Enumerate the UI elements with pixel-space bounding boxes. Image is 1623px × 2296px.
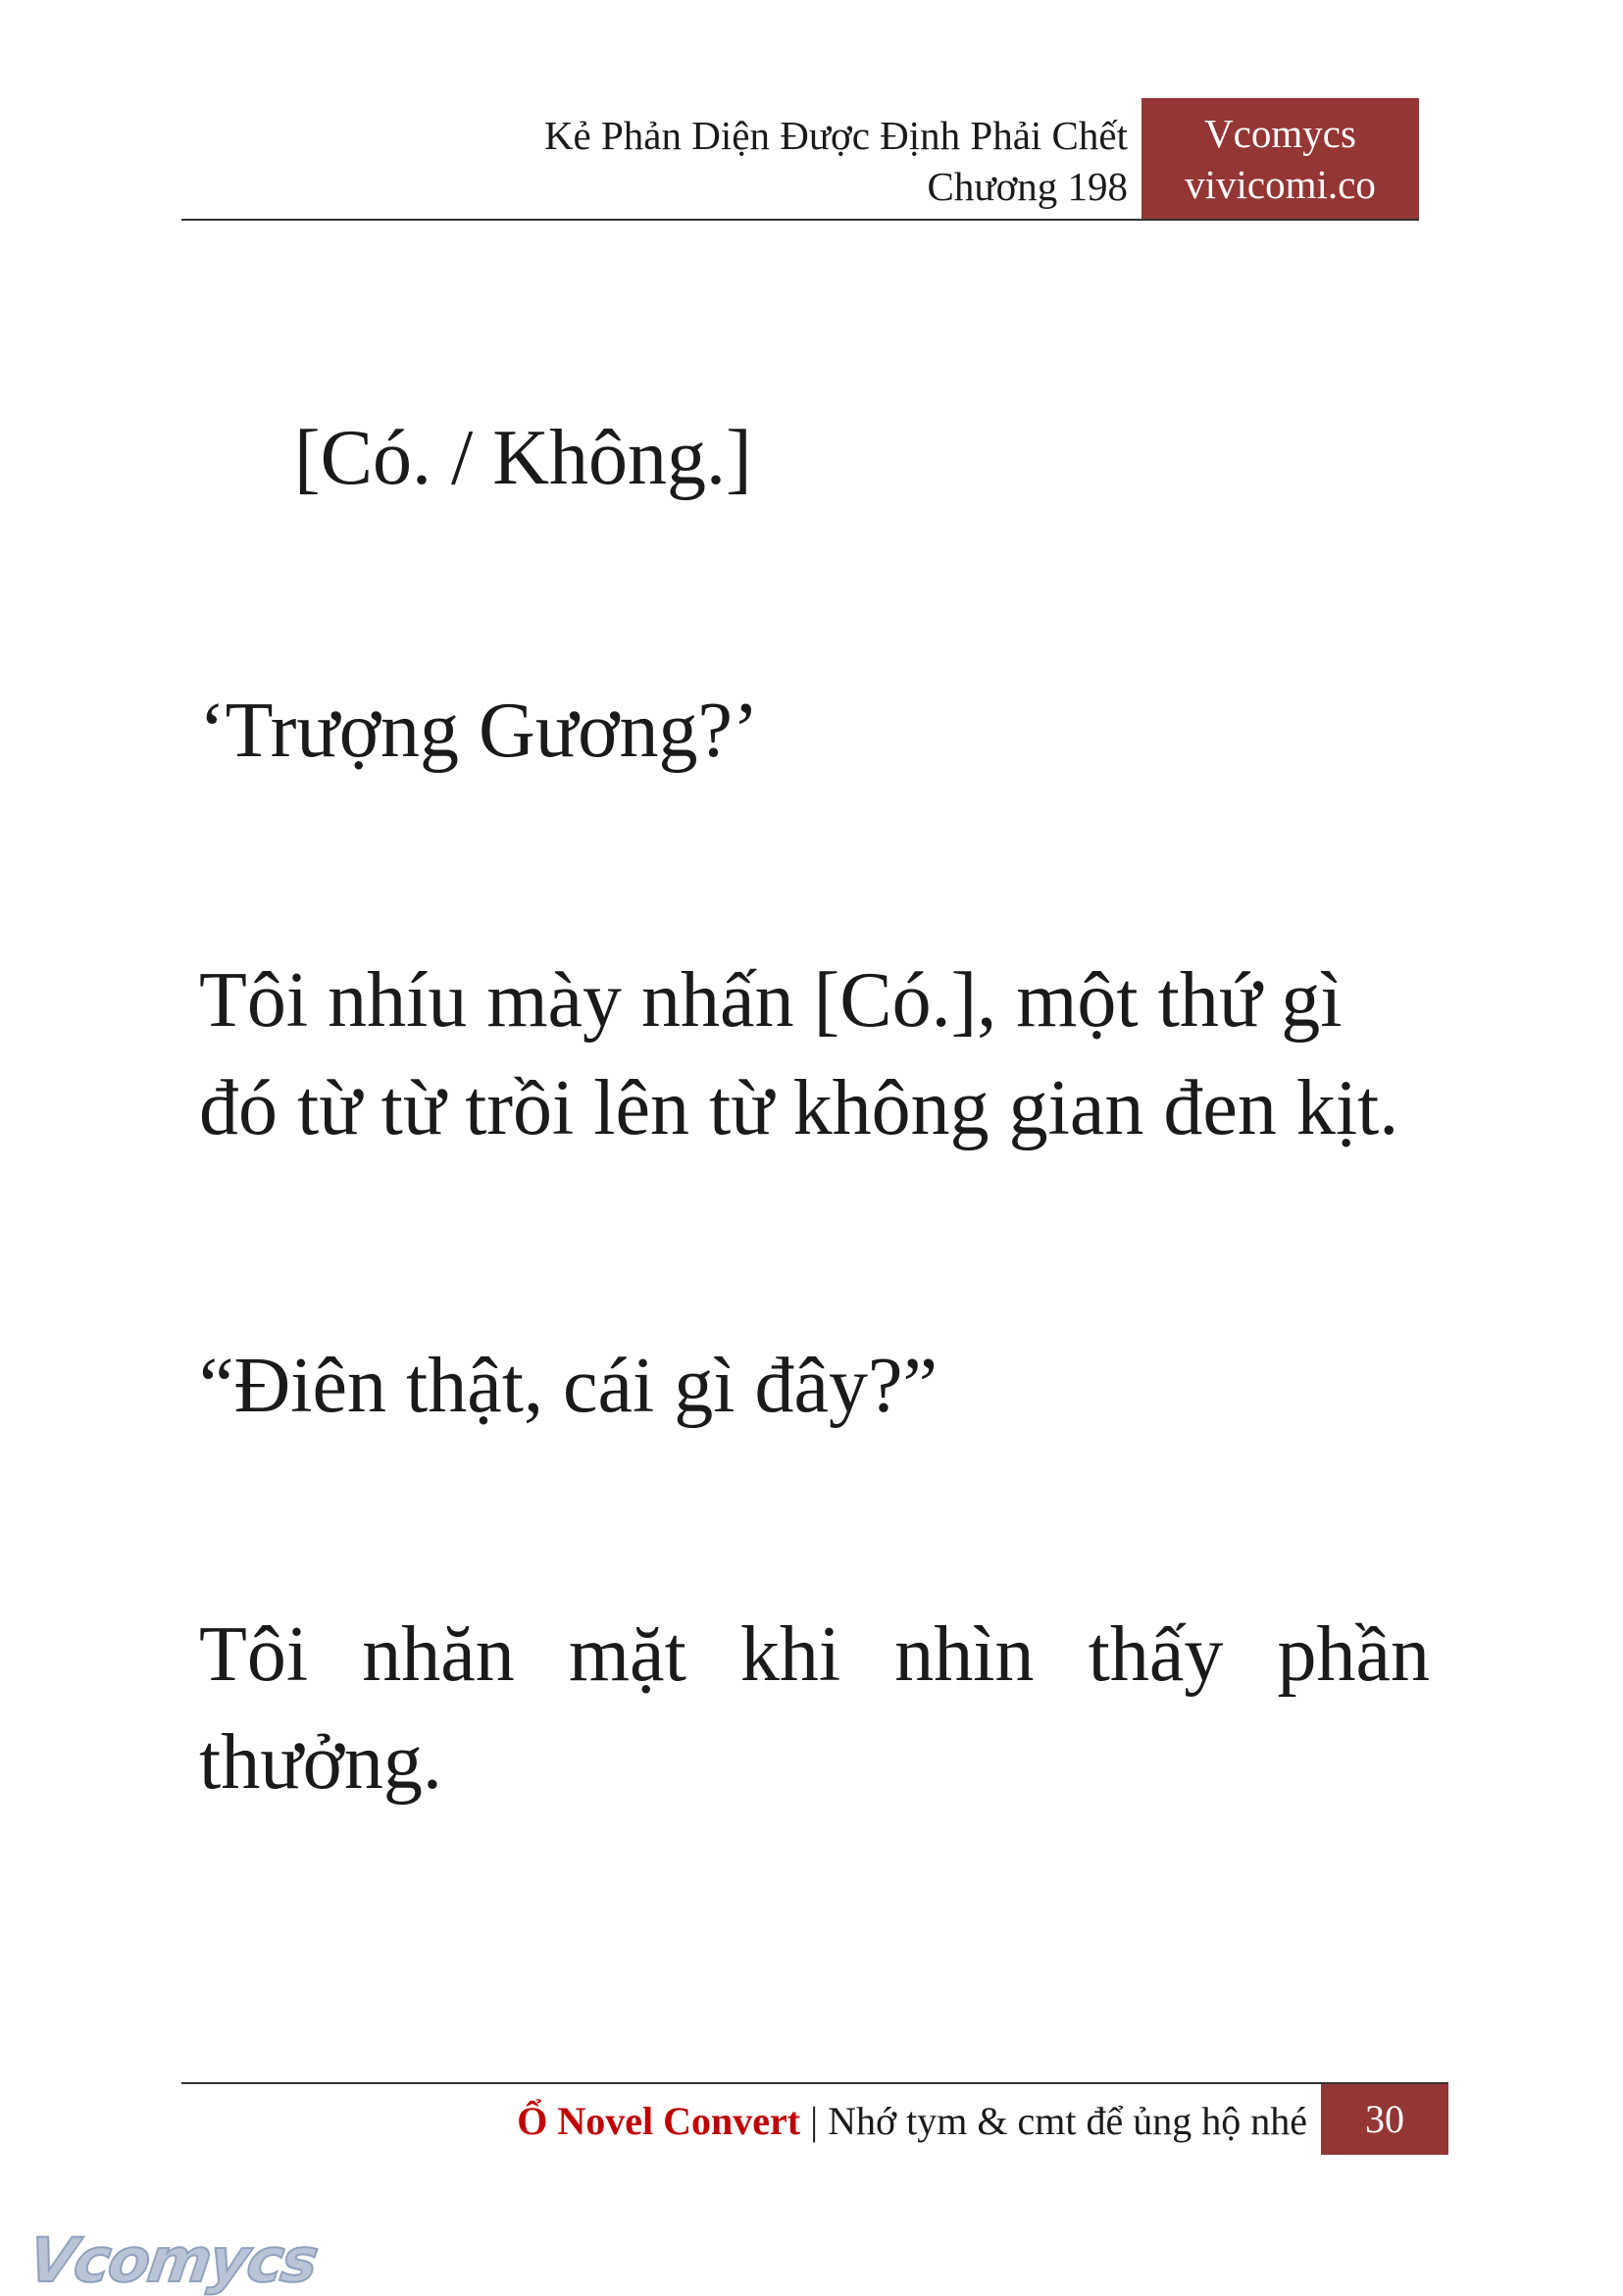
running-header — [544, 110, 1128, 212]
paragraph-reaction — [199, 1601, 1449, 1816]
publisher-site: vivicomi.co — [1185, 162, 1376, 207]
header-divider — [181, 219, 1419, 221]
word: khi — [739, 1611, 841, 1698]
footer-message: Nhớ tym & cmt để ủng hộ nhé — [828, 2099, 1307, 2143]
paragraph-thought: ‘Trượng Gương?’ — [199, 688, 759, 774]
paragraph-line: đó từ từ trồi lên từ không gian đen kịt. — [199, 1065, 1399, 1151]
paragraph-line: Tôi nhíu mày nhấn [Có.], một thứ gì — [199, 957, 1343, 1044]
word: nhìn — [894, 1611, 1035, 1698]
page-number: 30 — [1321, 2084, 1448, 2155]
word: phần — [1277, 1611, 1430, 1698]
word: nhăn — [362, 1611, 515, 1698]
footer-brand: Ổ Novel Convert — [517, 2099, 801, 2143]
word: Tôi — [199, 1611, 309, 1698]
word: mặt — [568, 1611, 686, 1698]
paragraph-line-justified — [199, 1601, 1430, 1709]
watermark-logo: Vcomycs — [24, 2224, 322, 2296]
word: thấy — [1088, 1611, 1224, 1698]
running-footer — [517, 2094, 1307, 2149]
paragraph-action — [199, 946, 1449, 1162]
paragraph-line: thưởng. — [199, 1719, 442, 1806]
publisher-name: Vcomycs — [1204, 111, 1356, 156]
book-title: Kẻ Phản Diện Được Định Phải Chết — [543, 113, 1128, 158]
paragraph-dialogue: “Điên thật, cái gì đây?” — [199, 1343, 938, 1429]
paragraph-choice: [Có. / Không.] — [294, 415, 752, 501]
chapter-label: Chương 198 — [927, 164, 1128, 209]
footer-separator: | — [810, 2099, 819, 2143]
publisher-badge — [1141, 98, 1419, 219]
footer-divider — [181, 2082, 1448, 2084]
